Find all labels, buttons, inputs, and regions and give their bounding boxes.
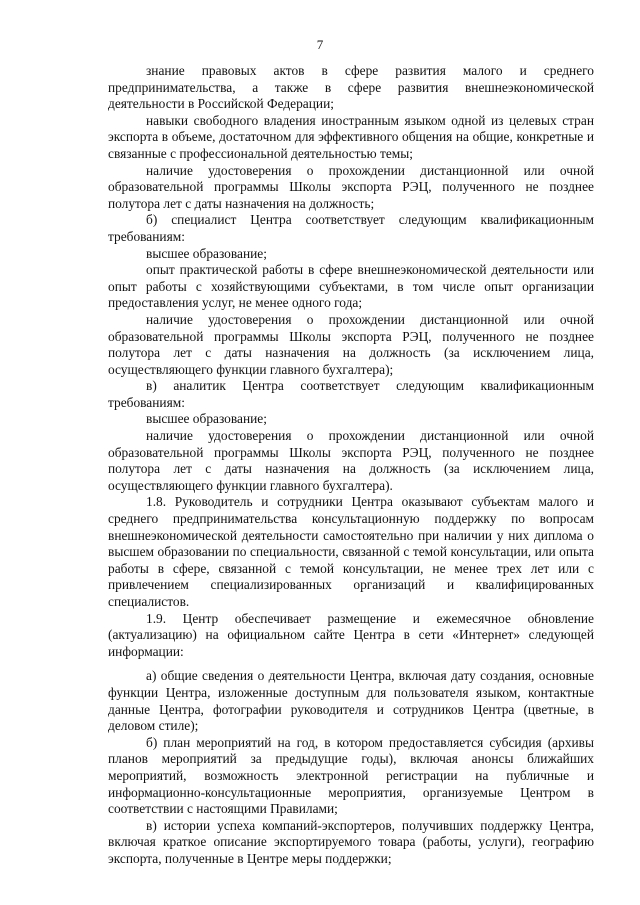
paragraph: навыки свободного владения иностранным языком одной из целевых стран экспорта в объеме, достаточном для эффективного общения на общие, конкретные и связанные с профессиональной деятельностью темы; [108, 112, 594, 161]
page-number: 7 [316, 37, 324, 52]
paragraph: опыт практической работы в сфере внешнеэкономической деятельности или опыт работы с хозяйствующими субъектами, в том числе опыт организации предоставления услуг, не менее одного года; [108, 262, 594, 311]
paragraph: 1.8. Руководитель и сотрудники Центра оказывают субъектам малого и среднего предпринимательства консультационную поддержку по вопросам внешнеэкономической деятельности самостоятельно при наличии у них диплома о высшем образовании по специальности, связанной с темой консультации, или опыта работы в сфере, связанной с темой консультации, не менее трех лет или с привлечением специализированных организаций и квалифицированных специалистов. [108, 494, 594, 609]
paragraph: в) аналитик Центра соответствует следующим квалификационным требованиям: [108, 378, 594, 410]
paragraph: 1.9. Центр обеспечивает размещение и ежемесячное обновление (актуализацию) на официальном сайте Центра в сети «Интернет» следующей информации: [108, 610, 594, 659]
paragraph: высшее образование; [146, 245, 267, 261]
paragraph: наличие удостоверения о прохождении дистанционной или очной образовательной программы Школы экспорта РЭЦ, полученного не позднее полутора лет с даты назначения на должность; [108, 162, 594, 211]
paragraph: высшее образование; [146, 411, 267, 427]
paragraph: в) истории успеха компаний-экспортеров, получивших поддержку Центра, включая краткое описание экспортируемого товара (работы, услуги), географию экспорта, полученные в Центре меры поддержки; [108, 817, 594, 866]
paragraph: б) план мероприятий на год, в котором предоставляется субсидия (архивы планов мероприятий за предыдущие годы), включая анонсы ближайших мероприятий, возможность электронной регистрации на публичные и информационно-консультационные мероприятия, организуемые Центром в соответствии с настоящими Правилами; [108, 734, 594, 817]
paragraph: знание правовых актов в сфере развития малого и среднего предпринимательства, а также в сфере развития внешнеэкономической деятельности в Российской Федерации; [108, 63, 594, 112]
paragraph: наличие удостоверения о прохождении дистанционной или очной образовательной программы Школы экспорта РЭЦ, полученного не позднее полутора лет с даты назначения на должность (за исключением лица, осуществляющего функции главного бухгалтера). [108, 428, 594, 493]
paragraph: а) общие сведения о деятельности Центра, включая дату создания, основные функции Центра, изложенные доступным для пользователя языком, контактные данные Центра, фотографии руководителя и сотрудников Центра (цветные, в деловом стиле); [108, 668, 594, 734]
paragraph-gap [108, 660, 594, 668]
document-body [108, 63, 594, 868]
paragraph: наличие удостоверения о прохождении дистанционной или очной образовательной программы Школы экспорта РЭЦ, полученного не позднее полутора лет с даты назначения на должность (за исключением лица, осуществляющего функции главного бухгалтера); [108, 311, 594, 377]
paragraph: б) специалист Центра соответствует следующим квалификационным требованиям: [108, 212, 594, 244]
